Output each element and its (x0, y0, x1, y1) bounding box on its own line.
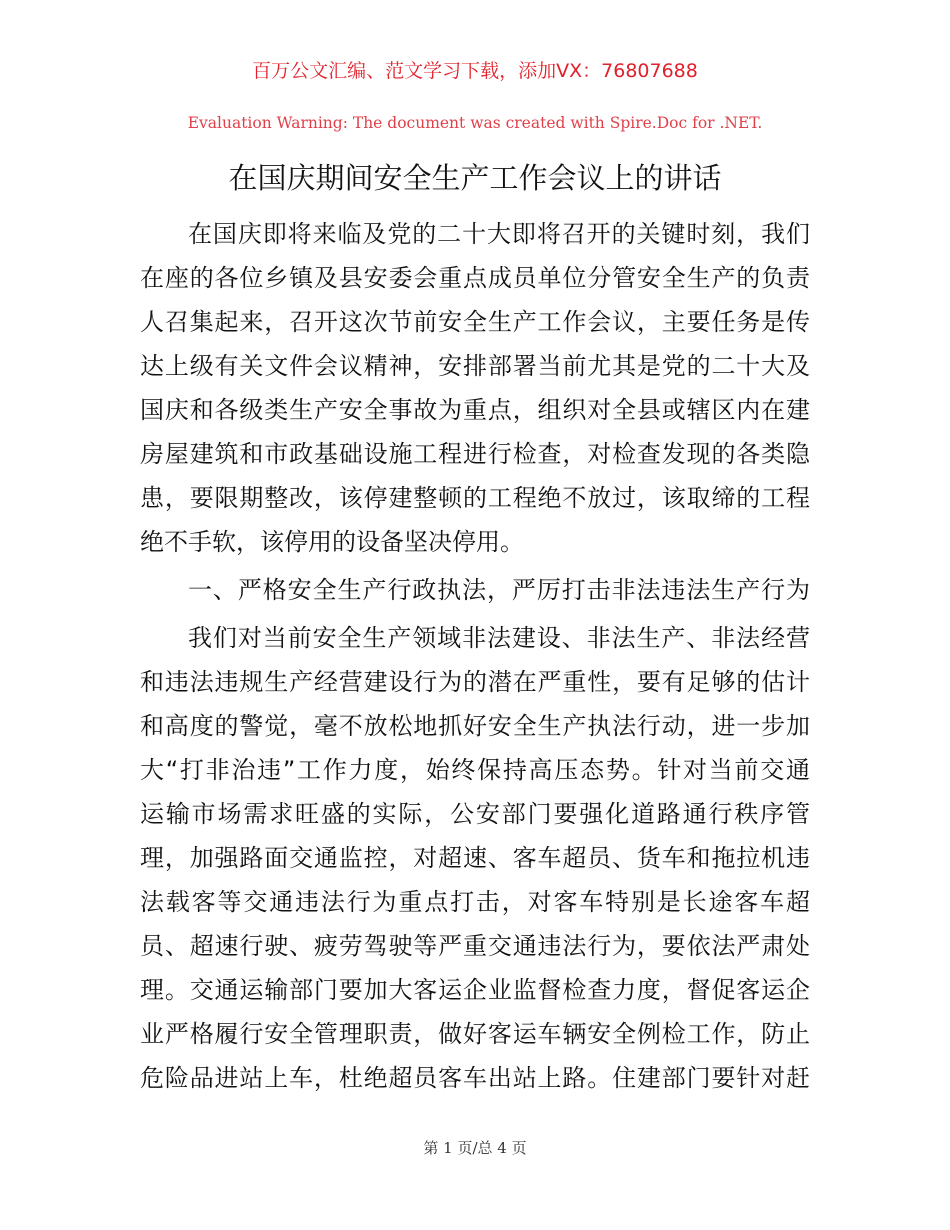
document-title: 在国庆期间安全生产工作会议上的讲话 (228, 161, 722, 195)
text-line: 患，要限期整改，该停建整顿的工程绝不放过，该取缔的工程 (140, 484, 810, 512)
page-number: 第 1 页/总 4 页 (423, 1139, 527, 1157)
text-line: 理，加强路面交通监控，对超速、客车超员、货车和拖拉机违 (140, 844, 810, 872)
text-line: 在国庆即将来临及党的二十大即将召开的关键时刻，我们 (188, 220, 810, 248)
text-line: 国庆和各级类生产安全事故为重点，组织对全县或辖区内在建 (140, 396, 810, 424)
text-line: 业严格履行安全管理职责，做好客运车辆安全例检工作，防止 (140, 1020, 810, 1048)
evaluation-warning: Evaluation Warning: The document was created with Spire.Doc for .NET. (187, 114, 763, 132)
text-line: 我们对当前安全生产领域非法建设、非法生产、非法经营 (188, 624, 810, 652)
text-line: 和高度的警觉，毫不放松地抓好安全生产执法行动，进一步加 (140, 712, 810, 740)
text-line: 员、超速行驶、疲劳驾驶等严重交通违法行为，要依法严肃处 (140, 932, 810, 960)
text-line: 理。交通运输部门要加大客运企业监督检查力度，督促客运企 (140, 976, 810, 1004)
text-line: 在座的各位乡镇及县安委会重点成员单位分管安全生产的负责 (140, 264, 810, 292)
section-heading: 一、严格安全生产行政执法，严厉打击非法违法生产行为 (188, 576, 810, 604)
text-line: 运输市场需求旺盛的实际，公安部门要强化道路通行秩序管 (140, 800, 810, 828)
text-line: 绝不手软，该停用的设备坚决停用。 (140, 528, 524, 556)
text-line: 人召集起来，召开这次节前安全生产工作会议，主要任务是传 (140, 308, 810, 336)
text-line: 危险品进站上车，杜绝超员客车出站上路。住建部门要针对赶 (140, 1064, 810, 1092)
text-line: 大“打非治违”工作力度，始终保持高压态势。针对当前交通 (140, 756, 810, 784)
text-line: 法载客等交通违法行为重点打击，对客车特别是长途客车超 (140, 888, 810, 916)
text-line: 达上级有关文件会议精神，安排部署当前尤其是党的二十大及 (140, 352, 810, 380)
paragraph-2 (140, 616, 810, 1100)
document-body (140, 212, 810, 1100)
paragraph-1 (140, 212, 810, 564)
text-line: 房屋建筑和市政基础设施工程进行检查，对检查发现的各类隐 (140, 440, 810, 468)
promo-banner: 百万公文汇编、范文学习下载，添加VX：76807688 (252, 60, 698, 82)
text-line: 和违法违规生产经营建设行为的潜在严重性，要有足够的估计 (140, 668, 810, 696)
